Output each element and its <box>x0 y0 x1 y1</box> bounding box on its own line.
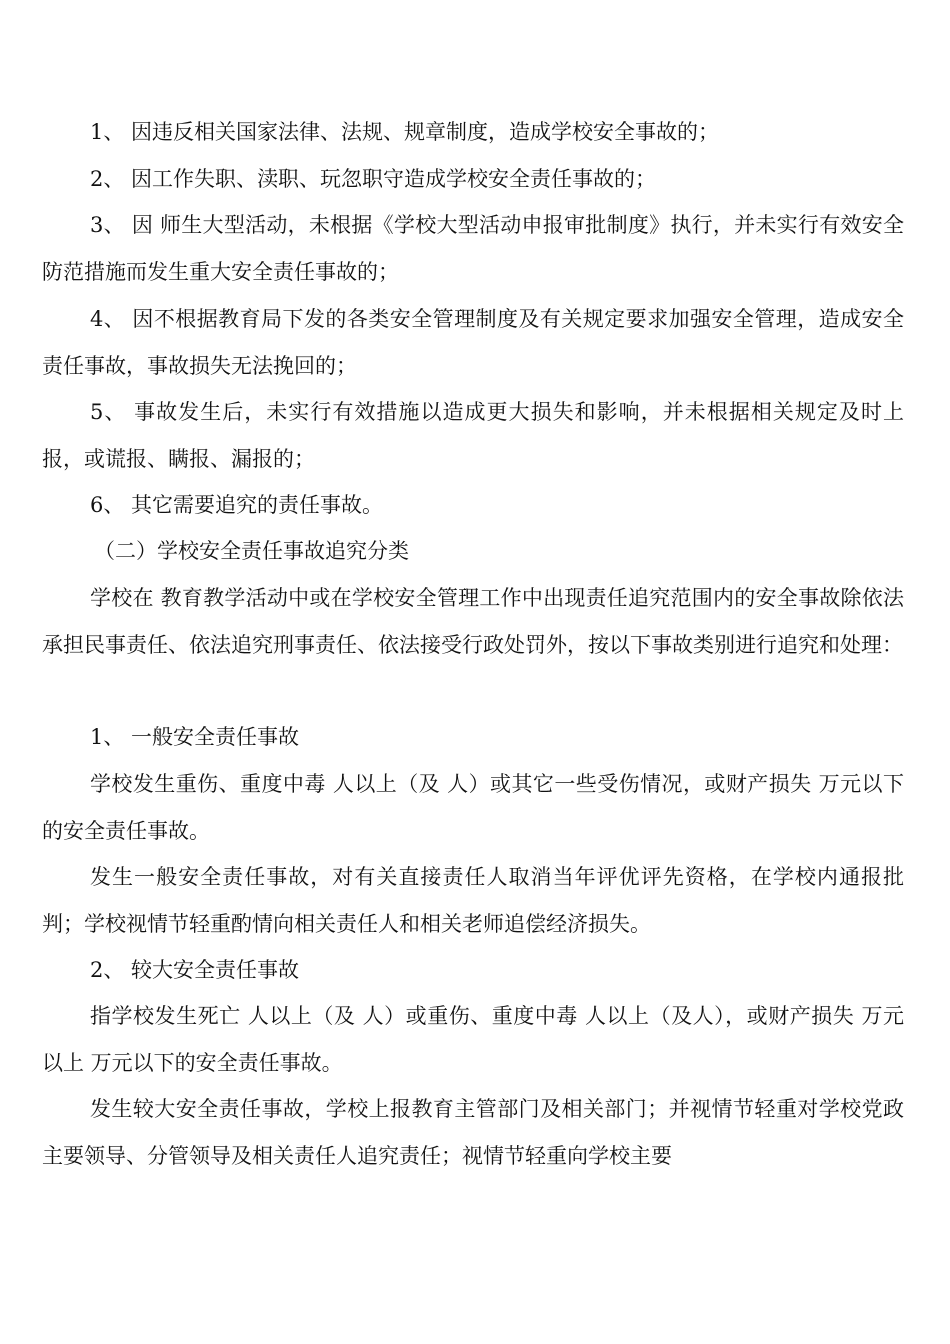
section-heading-text: （二）学校安全责任事故追究分类 <box>94 539 409 563</box>
paragraph-item-1 <box>42 109 904 156</box>
paragraph-text: 发生较大安全责任事故，学校上报教育主管部门及相关部门；并视情节轻重对学校党政主要领导、分管领导及相关责任人追究责任；视情节轻重向学校主要 <box>42 1097 904 1168</box>
paragraph-text: 1、 因违反相关国家法律、法规、规章制度，造成学校安全事故的； <box>90 120 720 144</box>
paragraph-text: 2、 因工作失职、渎职、玩忽职守造成学校安全责任事故的； <box>90 167 657 191</box>
subheading-general-accident <box>42 714 904 761</box>
subheading-text: 2、 较大安全责任事故 <box>90 958 300 982</box>
paragraph-item-10 <box>42 761 904 854</box>
paragraph-text: 3、 因 师生大型活动，未根据《学校大型活动申报审批制度》执行，并未实行有效安全防范措施而发生重大安全责任事故的； <box>42 213 904 284</box>
section-heading <box>42 528 904 575</box>
paragraph-item-11 <box>42 854 904 947</box>
paragraph-item-4 <box>42 296 904 389</box>
paragraph-text: 发生一般安全责任事故，对有关直接责任人取消当年评优评先资格，在学校内通报批判；学校视情节轻重酌情向相关责任人和相关老师追偿经济损失。 <box>42 865 904 936</box>
paragraph-text: 学校发生重伤、重度中毒 人以上（及 人）或其它一些受伤情况，或财产损失 万元以下的安全责任事故。 <box>42 772 904 843</box>
paragraph-text: 5、 事故发生后，未实行有效措施以造成更大损失和影响，并未根据相关规定及时上报，或谎报、瞒报、漏报的； <box>42 400 904 471</box>
paragraph-item-2 <box>42 156 904 203</box>
subheading-major-accident <box>42 947 904 994</box>
subheading-text: 1、 一般安全责任事故 <box>90 725 300 749</box>
paragraph-item-13 <box>42 993 904 1086</box>
paragraph-item-8 <box>42 575 904 668</box>
paragraph-text: 4、 因不根据教育局下发的各类安全管理制度及有关规定要求加强安全管理，造成安全责任事故，事故损失无法挽回的； <box>42 307 904 378</box>
paragraph-text: 学校在 教育教学活动中或在学校安全管理工作中出现责任追究范围内的安全事故除依法承担民事责任、依法追究刑事责任、依法接受行政处罚外，按以下事故类别进行追究和处理： <box>42 586 904 657</box>
paragraph-text: 指学校发生死亡 人以上（及 人）或重伤、重度中毒 人以上（及人），或财产损失 万元以上 万元以下的安全责任事故。 <box>42 1004 904 1075</box>
paragraph-text: 6、 其它需要追究的责任事故。 <box>90 493 384 517</box>
paragraph-item-6 <box>42 482 904 529</box>
paragraph-item-14 <box>42 1086 904 1179</box>
paragraph-item-5 <box>42 389 904 482</box>
paragraph-item-3 <box>42 202 904 295</box>
